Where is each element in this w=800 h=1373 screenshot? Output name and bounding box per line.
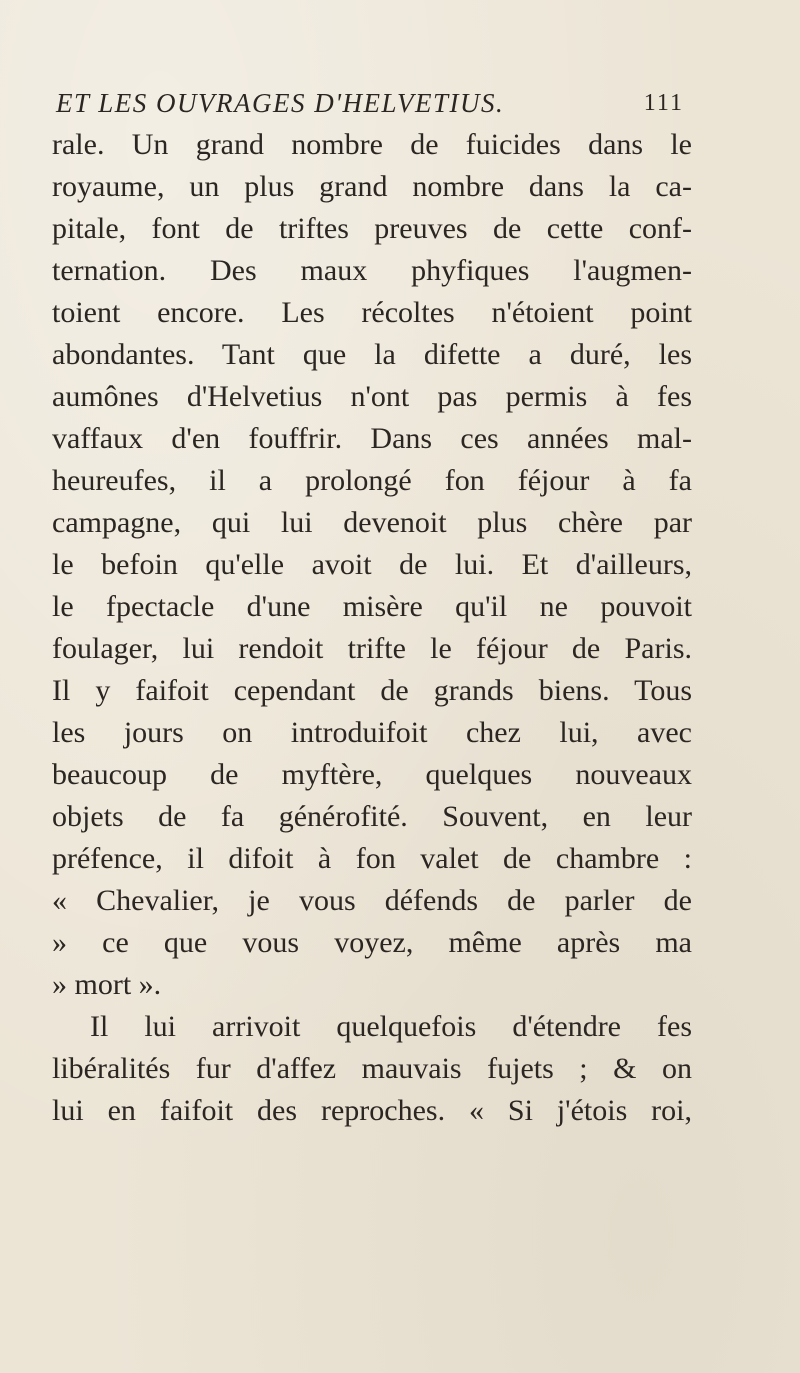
text-line: vaffaux d'en fouffrir. Dans ces années mal- [52,422,692,455]
text-line: le befoin qu'elle avoit de lui. Et d'ailleurs, [52,548,692,581]
text-line: lui en faifoit des reproches. « Si j'étois roi, [52,1094,692,1127]
text-line: » ce que vous voyez, même après ma [52,926,692,959]
text-line: royaume, un plus grand nombre dans la ca- [52,170,692,203]
page-number: 111 [643,90,684,116]
text-line: le fpectacle d'une misère qu'il ne pouvoit [52,590,692,623]
text-line: Il lui arrivoit quelquefois d'étendre fes [90,1010,692,1043]
text-line: libéralités fur d'affez mauvais fujets ; & on [52,1052,692,1085]
text-line: rale. Un grand nombre de fuicides dans le [52,128,692,161]
text-line: ternation. Des maux phyfiques l'augmen- [52,254,692,287]
text-line: campagne, qui lui devenoit plus chère par [52,506,692,539]
text-line: préfence, il difoit à fon valet de chambre : [52,842,692,875]
text-line: Il y faifoit cependant de grands biens. Tous [52,674,692,707]
body-text [52,124,692,1132]
running-head-title: ET LES OUVRAGES D'HELVETIUS. [56,88,505,118]
text-line: pitale, font de triftes preuves de cette conf- [52,212,692,245]
text-line: objets de fa générofité. Souvent, en leur [52,800,692,833]
running-head [56,88,684,118]
text-line: aumônes d'Helvetius n'ont pas permis à fes [52,380,692,413]
text-line: foulager, lui rendoit trifte le féjour de Paris. [52,632,692,665]
text-line: beaucoup de myftère, quelques nouveaux [52,758,692,791]
text-line: heureufes, il a prolongé fon féjour à fa [52,464,692,497]
text-line: » mort ». [52,968,162,1001]
text-line: abondantes. Tant que la difette a duré, les [52,338,692,371]
text-line: toient encore. Les récoltes n'étoient point [52,296,692,329]
text-line: « Chevalier, je vous défends de parler de [52,884,692,917]
text-line: les jours on introduifoit chez lui, avec [52,716,692,749]
